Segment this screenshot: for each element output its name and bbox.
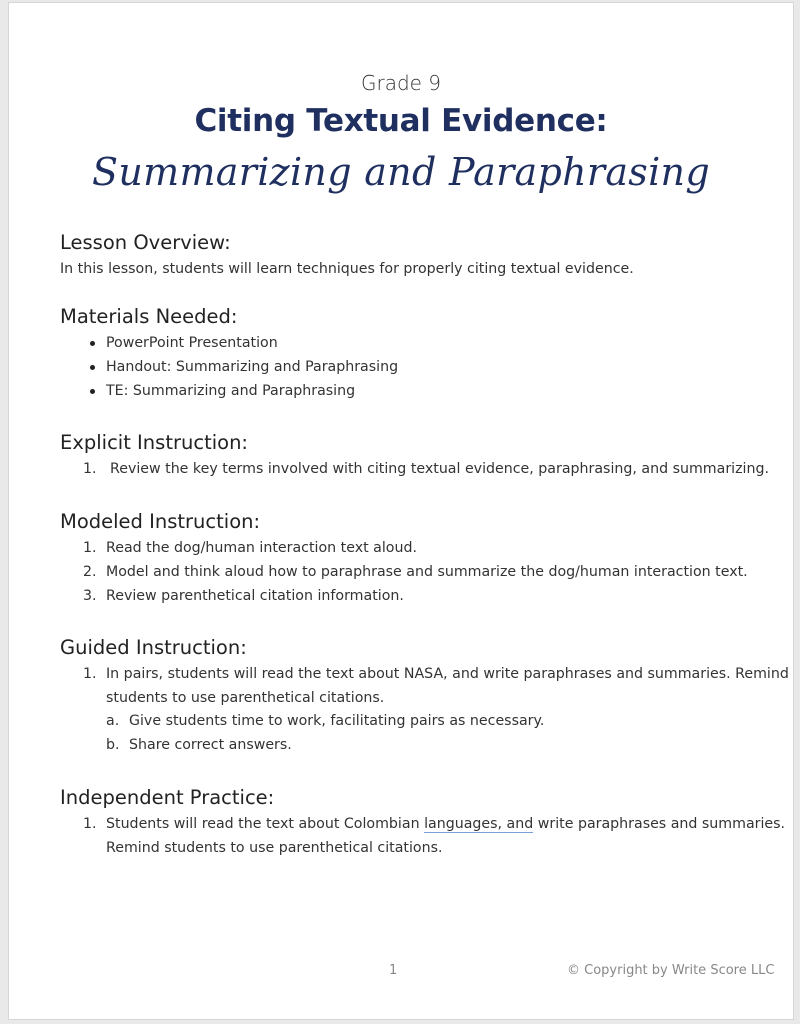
- materials-item: PowerPoint Presentation: [106, 335, 278, 351]
- independent-text-after: write paraphrases and summaries.: [533, 816, 786, 832]
- guided-item-line2: students to use parenthetical citations.: [106, 690, 385, 706]
- guided-heading: Guided Instruction:: [60, 636, 247, 659]
- document-subtitle: Summarizing and Paraphrasing: [92, 150, 710, 194]
- list-number: 1.: [83, 461, 97, 477]
- independent-item-line2: Remind students to use parenthetical citations.: [106, 840, 443, 856]
- lesson-overview-heading: Lesson Overview:: [60, 231, 231, 254]
- list-number: 1.: [83, 540, 97, 556]
- materials-heading: Materials Needed:: [60, 305, 238, 328]
- materials-item: TE: Summarizing and Paraphrasing: [106, 383, 356, 399]
- list-number: 3.: [83, 588, 97, 604]
- independent-item-line1: [106, 816, 785, 832]
- grade-label: Grade 9: [360, 71, 442, 95]
- guided-subitem: Give students time to work, facilitating pairs as necessary.: [129, 713, 545, 729]
- sublist-letter: a.: [106, 713, 120, 729]
- guided-item-line1: In pairs, students will read the text about NASA, and write paraphrases and summaries. Remind: [106, 666, 789, 682]
- spelling-underline-text[interactable]: languages, and: [424, 816, 534, 832]
- explicit-item: Review the key terms involved with citing textual evidence, paraphrasing, and summarizing.: [110, 461, 769, 477]
- modeled-item: Review parenthetical citation information.: [106, 588, 404, 604]
- bullet-icon: [90, 389, 95, 394]
- document-title: Citing Textual Evidence:: [194, 103, 608, 139]
- page-number: 1: [389, 963, 398, 978]
- materials-item: Handout: Summarizing and Paraphrasing: [106, 359, 399, 375]
- copyright-text: © Copyright by Write Score LLC: [567, 963, 775, 978]
- modeled-item: Model and think aloud how to paraphrase and summarize the dog/human interaction text.: [106, 564, 748, 580]
- document-page: [8, 2, 794, 1020]
- explicit-heading: Explicit Instruction:: [60, 431, 248, 454]
- modeled-item: Read the dog/human interaction text aloud.: [106, 540, 417, 556]
- list-number: 1.: [83, 666, 97, 682]
- sublist-letter: b.: [106, 737, 120, 753]
- bullet-icon: [90, 341, 95, 346]
- list-number: 1.: [83, 816, 97, 832]
- independent-text-before: Students will read the text about Colombian: [106, 816, 425, 832]
- independent-heading: Independent Practice:: [60, 786, 275, 809]
- lesson-overview-text: In this lesson, students will learn techniques for properly citing textual evidence.: [60, 261, 634, 277]
- guided-subitem: Share correct answers.: [129, 737, 292, 753]
- modeled-heading: Modeled Instruction:: [60, 510, 261, 533]
- list-number: 2.: [83, 564, 97, 580]
- bullet-icon: [90, 365, 95, 370]
